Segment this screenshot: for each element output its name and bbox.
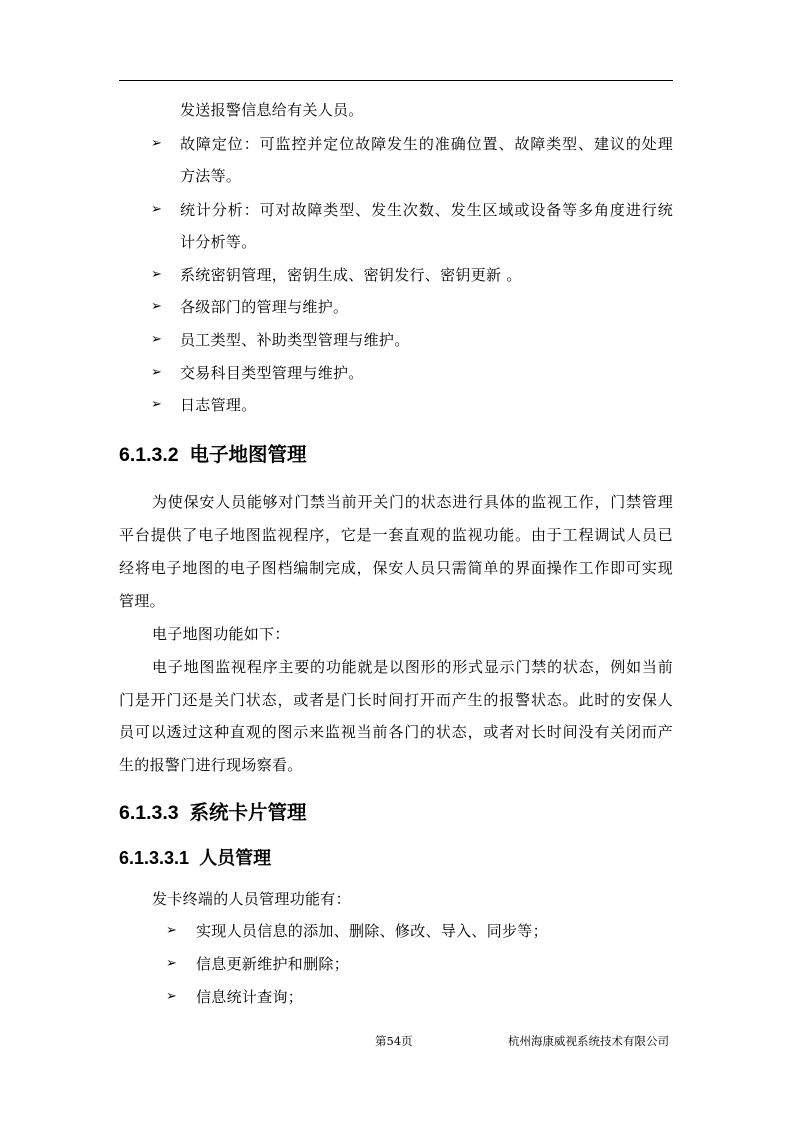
list-item: 交易科目类型管理与维护。	[180, 364, 364, 382]
list-item: 故障定位：可监控并定位故障发生的准确位置、故障类型、建议的处理	[180, 135, 673, 153]
company-name: 杭州海康威视系统技术有限公司	[508, 1034, 669, 1048]
paragraph: 电子地图功能如下：	[152, 625, 290, 643]
list-item: 统计分析：可对故障类型、发生次数、发生区域或设备等多角度进行统	[180, 201, 673, 219]
section-heading-6132	[119, 442, 307, 468]
paragraph-line: 经将电子地图的电子图档编制完成，保安人员只需简单的界面操作工作即可实现	[119, 559, 673, 577]
bullet-icon: ➢	[151, 397, 162, 412]
section-heading-6133	[119, 800, 307, 826]
list-item: 信息更新维护和删除；	[196, 955, 350, 973]
paragraph-line: 生的报警门进行现场察看。	[119, 756, 303, 774]
bullet-icon: ➢	[166, 956, 177, 971]
bullet-icon: ➢	[151, 332, 162, 347]
section-heading-61331	[119, 846, 271, 870]
section-number: 6.1.3.3.1	[119, 848, 190, 868]
bullet-icon: ➢	[166, 989, 177, 1004]
list-item: 实现人员信息的添加、删除、修改、导入、同步等；	[196, 922, 548, 940]
paragraph-line: 管理。	[119, 592, 165, 610]
page-number: 第54页	[375, 1034, 413, 1048]
list-item: 员工类型、补助类型管理与维护。	[180, 331, 410, 349]
list-item-continuation: 计分析等。	[180, 233, 257, 251]
paragraph-line: 电子地图监视程序主要的功能就是以图形的形式显示门禁的状态，例如当前	[152, 658, 673, 676]
list-item-continuation: 方法等。	[180, 167, 242, 185]
bullet-icon: ➢	[151, 267, 162, 282]
list-item: 日志管理。	[180, 396, 257, 414]
paragraph: 发卡终端的人员管理功能有：	[152, 890, 351, 908]
section-title: 人员管理	[199, 848, 272, 868]
paragraph-line: 员可以透过这种直观的图示来监视当前各门的状态，或者对长时间没有关闭而产	[119, 723, 673, 741]
bullet-icon: ➢	[166, 923, 177, 938]
section-title: 电子地图管理	[189, 444, 307, 466]
section-title: 系统卡片管理	[189, 802, 307, 824]
paragraph-line: 为使保安人员能够对门禁当前开关门的状态进行具体的监视工作，门禁管理	[152, 493, 673, 511]
bullet-icon: ➢	[151, 202, 162, 217]
list-item: 信息统计查询；	[196, 988, 304, 1006]
list-item: 系统密钥管理，密钥生成、密钥发行、密钥更新 。	[180, 266, 522, 284]
list-item: 各级部门的管理与维护。	[180, 298, 349, 316]
bullet-icon: ➢	[151, 299, 162, 314]
paragraph-line: 平台提供了电子地图监视程序，它是一套直观的监视功能。由于工程调试人员已	[119, 526, 673, 544]
paragraph-line: 门是开门还是关门状态，或者是门长时间打开而产生的报警状态。此时的安保人	[119, 691, 673, 709]
section-number: 6.1.3.3	[119, 802, 179, 824]
bullet-icon: ➢	[151, 136, 162, 151]
bullet-icon: ➢	[151, 365, 162, 380]
list-continuation: 发送报警信息给有关人员。	[180, 101, 364, 119]
section-number: 6.1.3.2	[119, 444, 179, 466]
header-rule	[119, 80, 673, 81]
